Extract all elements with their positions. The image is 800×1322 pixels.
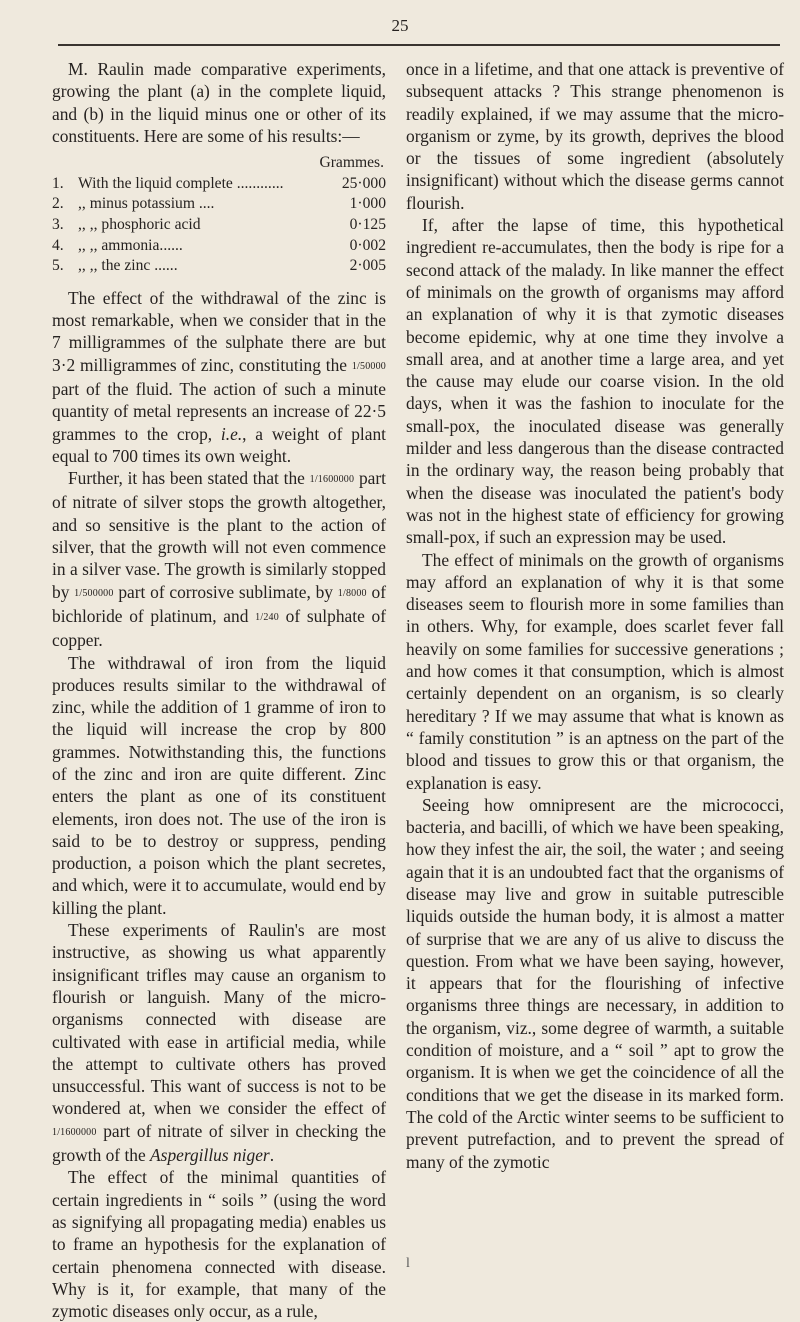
result-number: 2.	[52, 195, 64, 213]
result-value: 0·002	[349, 236, 386, 254]
text-run: part of the fluid. The action of such a minute quantity of metal represents an increase of 22·5 grammes to the crop,	[52, 378, 386, 444]
result-number: 1.	[52, 174, 64, 192]
intro-paragraph: M. Raulin made comparative experiments, growing the plant (a) in the complete liquid, and (b) in the liquid minus one or other of its constituents. Here are some of his results:—	[52, 59, 386, 146]
result-value: 1·000	[349, 195, 386, 213]
left-column	[52, 58, 386, 1322]
results-row	[52, 236, 386, 257]
text-run: of bichloride of platinum, and	[52, 581, 387, 626]
results-row	[52, 194, 386, 215]
text-run: part of nitrate of silver in checking the growth of the	[52, 1120, 386, 1166]
result-number: 4.	[52, 236, 64, 254]
fraction: 1/50000	[351, 360, 386, 372]
header-rule	[58, 44, 780, 46]
result-value: 2·005	[349, 257, 386, 275]
result-number: 5.	[52, 257, 64, 275]
fraction: 1/1600000	[309, 474, 355, 486]
silver-paragraph	[52, 467, 386, 651]
result-label: With the liquid complete ............	[78, 174, 284, 192]
zinc-paragraph	[52, 287, 386, 467]
result-value: 0·125	[349, 215, 386, 233]
text-run: The effect of the withdrawal of the zinc is most remarkable, when we consider that in the 7 milligrammes of the sulphate there are but 3·2 milligrammes of zinc, constituting the	[52, 287, 386, 375]
epidemic-paragraph: If, after the lapse of time, this hypothetical ingredient re-accumulates, then the body is ripe for a second attack of the malady. In like manner the effect of minimals on the growth of organisms may afford an explanation of why it is that zymotic diseases become epidemic, why at one time they involve a small area, and at another time a large area, and yet the cause may elude our coarse vision. In the old days, when it was the fashion to inoculate for the small-pox, the inoculated disease was generally milder and less dangerous than the disease contracted in the ordinary way, the reason being probably that when the disease was inoculated the patient's body was not in the highest state of efficiency for growing small-pox, if such an expression may be used.	[406, 215, 784, 548]
fraction: 1/8000	[337, 587, 367, 599]
text-run: Further, it has been stated that the	[68, 468, 310, 489]
results-row	[52, 215, 386, 236]
results-row	[52, 174, 386, 195]
page-number: 25	[391, 16, 409, 35]
result-value: 25·000	[341, 174, 386, 192]
text-run: .	[269, 1145, 275, 1166]
results-table	[52, 153, 386, 277]
bottom-mark: l	[406, 1256, 410, 1271]
fraction: 1/240	[255, 611, 279, 623]
result-label: ,, ,, ammonia......	[78, 236, 183, 254]
right-column	[406, 58, 784, 1173]
text-run: part of corrosive sublimate, by	[113, 581, 338, 602]
families-paragraph: The effect of minimals on the growth of organisms may afford an explanation of why it is that some diseases seem to flourish more in some families than in others. Why, for example, does scarlet fever fall heavily on some families for successive generations ; and how comes it that consumption, which is almost certainly dependent on an organism, is so clearly hereditary ? If we may assume that what is known as “ family constitution ” is an aptness on the part of the blood and tissues to grow this or that organism, the explanation is easy.	[406, 549, 784, 793]
result-label: ,, ,, phosphoric acid	[78, 215, 201, 233]
text-run: of sulphate of copper.	[52, 605, 386, 651]
text-run: part of nitrate of silver stops the growth altogether, and so sensitive is the plant to the action of silver, that the growth will not even commence in a silver vase. The growth is similarly stopped by	[52, 468, 386, 602]
results-unit: Grammes.	[319, 154, 384, 172]
results-row	[52, 256, 386, 277]
iron-paragraph: The withdrawal of iron from the liquid produces results similar to the withdrawal of zinc, while the addition of 1 gramme of iron to the liquid will increase the crop by 800 grammes. Notwithstanding this, the functions of the zinc and iron are quite different. Zinc enters the plant as one of its constituent elements, iron does not. The use of the iron is said to be to destroy or suppress, pending production, a poison which the plant secretes, and which, were it to accumulate, would end by killing the plant.	[52, 652, 386, 918]
raulin-paragraph	[52, 919, 386, 1166]
soils-paragraph: The effect of the minimal quantities of certain ingredients in “ soils ” (using the word as signifying all propagating media) enables us to frame an hypothesis for the explanation of certain phenomena connected with disease. Why is it, for example, that many of the zymotic diseases only occur, as a rule,	[52, 1167, 386, 1322]
fraction: 1/1600000	[52, 1126, 97, 1138]
text-run: These experiments of Raulin's are most instructive, as showing us what apparently insignificant trifles may cause an organism to flourish or languish. Many of the micro-organisms connected with disease are cultivated with ease in artificial media, while the attempt to cultivate others has proved unsuccessful. This want of success is not to be wondered at, when we consider the effect of	[52, 920, 386, 1119]
species-name: Aspergillus niger	[150, 1145, 270, 1166]
fraction: 1/500000	[74, 587, 114, 599]
ie-abbrev: i.e.	[220, 423, 243, 444]
text-run: , a weight of plant equal to 700 times its own weight.	[52, 423, 386, 466]
result-number: 3.	[52, 215, 64, 233]
lifetime-paragraph: once in a lifetime, and that one attack is preventive of subsequent attacks ? This strange phenomenon is readily explained, if we may assume that the micro-organism or zyme, by its growth, deprives the blood or the tissues of some ingredient (absolutely insignificant) without which the disease germs cannot flourish.	[406, 59, 784, 213]
result-label: ,, ,, the zinc ......	[78, 257, 178, 275]
micrococci-paragraph: Seeing how omnipresent are the micrococci, bacteria, and bacilli, of which we have been speaking, how they infest the air, the soil, the water ; and seeing again that it is an undoubted fact that the organisms of disease may live and grow in suitable putrescible liquids outside the human body, it is almost a matter of surprise that we are any of us alive to discuss the question. From what we have been saying, however, it appears that for the flourishing of infective organisms three things are necessary, in addition to the organism, viz., some degree of warmth, a suitable condition of moisture, and a “ soil ” apt to grow the organism. It is when we get the coincidence of all the conditions that we get the disease in its marked form. The cold of the Arctic winter seems to be sufficient to prevent putrefaction, and to prevent the spread of many of the zymotic	[406, 794, 784, 1172]
result-label: ,, minus potassium ....	[78, 195, 215, 213]
